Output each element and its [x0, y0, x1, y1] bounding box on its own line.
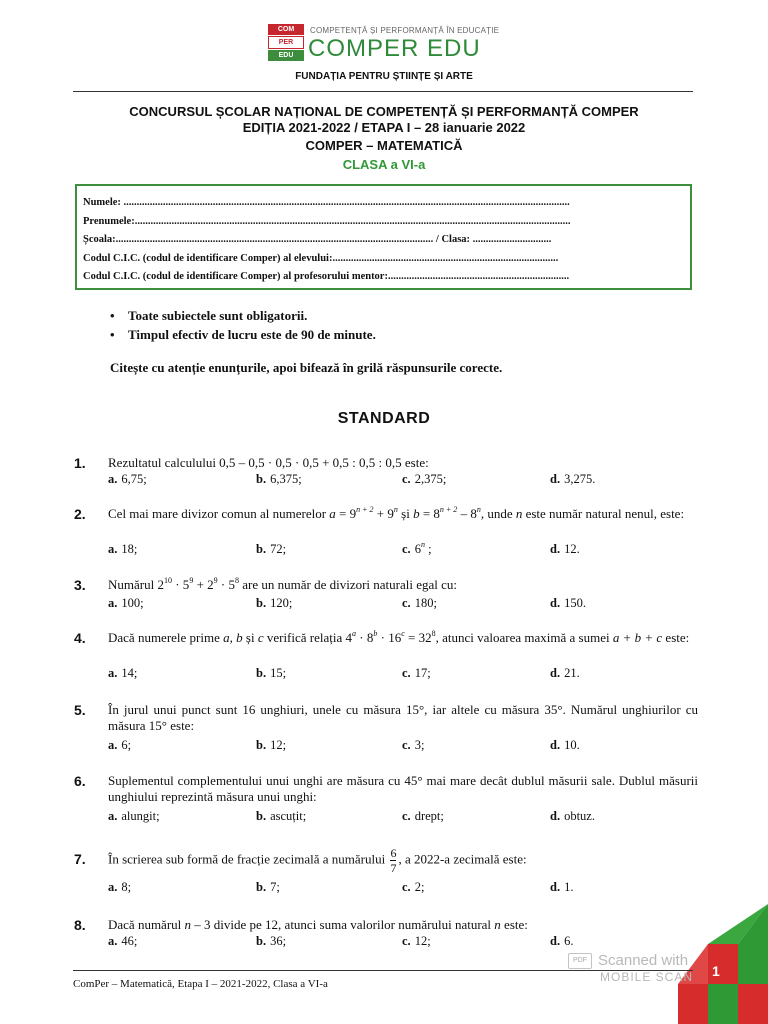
option-a[interactable]: a. alungit;: [108, 809, 160, 823]
option-b[interactable]: b. 36;: [256, 934, 287, 948]
footer-text: ComPer – Matematică, Etapa I – 2021-2022, Clasa a VI-a: [73, 978, 328, 990]
instruction-item: • Timpul efectiv de lucru este de 90 de minute.: [110, 325, 376, 344]
problem-text: Numărul $2^{10} \cdot 5^9 + 2^9 \cdot 5^8$ are un număr de divizori naturali egal cu:: [108, 576, 458, 592]
problem-number: 5.: [74, 702, 86, 718]
logo-letters-edu: EDU: [268, 50, 304, 61]
option-a[interactable]: a. 14;: [108, 666, 138, 680]
option-d[interactable]: d. 1.: [550, 880, 574, 894]
answer-options: [108, 542, 698, 558]
problem-text: Dacă numărul n – 3 divide pe 12, atunci suma valorilor numărului natural n este:: [108, 917, 528, 932]
instructions-note: Citește cu atenție enunțurile, apoi bifează în grilă răspunsurile corecte.: [110, 360, 503, 375]
teacher-code-field[interactable]: Codul C.I.C. (codul de identificare Comper) al profesorului mentor:.....................................................................: [83, 271, 570, 282]
answer-options: [108, 880, 698, 896]
problem-text: În scrierea sub formă de fracție zecimală a numărului $\frac{6}{7}$ , a 2022-a zecimală este:: [108, 846, 527, 875]
option-c[interactable]: c. 3;: [402, 738, 425, 752]
option-b[interactable]: b. 120;: [256, 596, 293, 610]
answer-options: [108, 809, 698, 825]
option-d[interactable]: d. 6.: [550, 934, 574, 948]
option-c[interactable]: c. 12;: [402, 934, 431, 948]
problem-text: Suplementul complementului unui unghi are măsura cu 45° mai mare decât dublul măsurii sale. Dublul măsurii unghiului reprezintă măsura unui unghi:: [108, 773, 698, 804]
logo-tagline: COMPETENȚĂ ȘI PERFORMANȚĂ ÎN EDUCAȚIE: [310, 26, 500, 35]
option-d[interactable]: d. 12.: [550, 542, 580, 556]
page-number: 1: [712, 963, 720, 979]
option-c[interactable]: c. 2;: [402, 880, 425, 894]
problem-text: Rezultatul calculului 0,5 – 0,5 · 0,5 · 0,5 + 0,5 : 0,5 : 0,5 este:: [108, 455, 429, 470]
problem-text: Cel mai mare divizor comun al numerelor $a = 9^{n + 2} + 9^n$ și $b = 8^{n + 2} - 8^n$, unde n este număr natural nenul, este:: [108, 505, 685, 521]
answer-options: [108, 934, 698, 950]
option-a[interactable]: a. 6,75;: [108, 472, 147, 486]
option-a[interactable]: a. 18;: [108, 542, 138, 556]
problem-number: 4.: [74, 630, 86, 646]
option-d[interactable]: d. 21.: [550, 666, 580, 680]
option-b[interactable]: b. 7;: [256, 880, 280, 894]
option-a[interactable]: a. 100;: [108, 596, 144, 610]
student-info-box: [75, 184, 692, 290]
header-divider: [73, 91, 693, 92]
school-class-field[interactable]: Școala:......................................................................................................................... / Clasa: ..............................: [83, 234, 552, 245]
pdf-icon: PDF: [568, 953, 592, 969]
name-field[interactable]: Numele: ..........................................................................................................................................................................: [83, 197, 570, 208]
problem-number: 3.: [74, 577, 86, 593]
logo-brand-name: COMPER EDU: [308, 35, 481, 62]
option-b[interactable]: b. 72;: [256, 542, 287, 556]
option-d[interactable]: d. 3,275.: [550, 472, 596, 486]
option-d[interactable]: d. 10.: [550, 738, 580, 752]
section-title: STANDARD: [337, 410, 431, 427]
option-c[interactable]: c. 17;: [402, 666, 431, 680]
problem-number: 6.: [74, 773, 86, 789]
option-b[interactable]: b. 12;: [256, 738, 287, 752]
student-code-field[interactable]: Codul C.I.C. (codul de identificare Comper) al elevului:......................................................................................: [83, 252, 559, 264]
option-d[interactable]: d. 150.: [550, 596, 586, 610]
problem-number: 1.: [74, 455, 86, 471]
problem-text: Dacă numerele prime a, b și c verifică relația $4^a \cdot 8^b \cdot 16^c = 32^8$, atunci valoarea maximă a sumei a + b + c este:: [108, 629, 690, 645]
instruction-item: • Toate subiectele sunt obligatorii.: [110, 306, 376, 325]
logo-letters-per: PER: [268, 36, 304, 49]
option-a[interactable]: a. 46;: [108, 934, 138, 948]
option-a[interactable]: a. 8;: [108, 880, 132, 894]
option-c[interactable]: c. 6$^n$ ;: [402, 540, 432, 556]
problem-number: 7.: [74, 851, 86, 867]
fraction: $\frac{6}{7}$: [390, 846, 397, 875]
problem-number: 8.: [74, 917, 86, 933]
option-c[interactable]: c. drept;: [402, 809, 444, 823]
logo-letters-com: COM: [268, 24, 304, 35]
answer-options: [108, 472, 698, 488]
edition-line: EDIȚIA 2021-2022 / ETAPA I – 28 ianuarie 2022: [242, 120, 526, 135]
comper-logo: [268, 24, 528, 64]
answer-options: [108, 596, 698, 612]
instructions-list: [110, 306, 376, 344]
problem-number: 2.: [74, 506, 86, 522]
logo-mark: [268, 24, 304, 60]
problem-text: În jurul unui punct sunt 16 unghiuri, unele cu măsura 15°, iar altele cu măsura 35°. Numărul unghiurilor cu măsura 15° este:: [108, 702, 698, 733]
foundation-name: FUNDAȚIA PENTRU ȘTIINȚE ȘI ARTE: [295, 71, 473, 82]
option-b[interactable]: b. 6,375;: [256, 472, 302, 486]
grade-line: CLASA a VI-a: [342, 157, 426, 172]
scan-watermark: PDF Scanned with MOBILE SCAN: [568, 952, 693, 986]
answer-options: [108, 738, 698, 754]
option-b[interactable]: b. ascuțit;: [256, 809, 307, 823]
subject-line: COMPER – MATEMATICĂ: [305, 138, 463, 153]
contest-title: CONCURSUL ȘCOLAR NAȚIONAL DE COMPETENȚĂ ȘI PERFORMANȚĂ COMPER: [129, 104, 639, 119]
option-a[interactable]: a. 6;: [108, 738, 132, 752]
answer-options: [108, 666, 698, 682]
option-c[interactable]: c. 180;: [402, 596, 437, 610]
option-b[interactable]: b. 15;: [256, 666, 287, 680]
surname-field[interactable]: Prenumele:......................................................................................................................................................................: [83, 215, 571, 227]
option-c[interactable]: c. 2,375;: [402, 472, 447, 486]
option-d[interactable]: d. obtuz.: [550, 809, 595, 823]
